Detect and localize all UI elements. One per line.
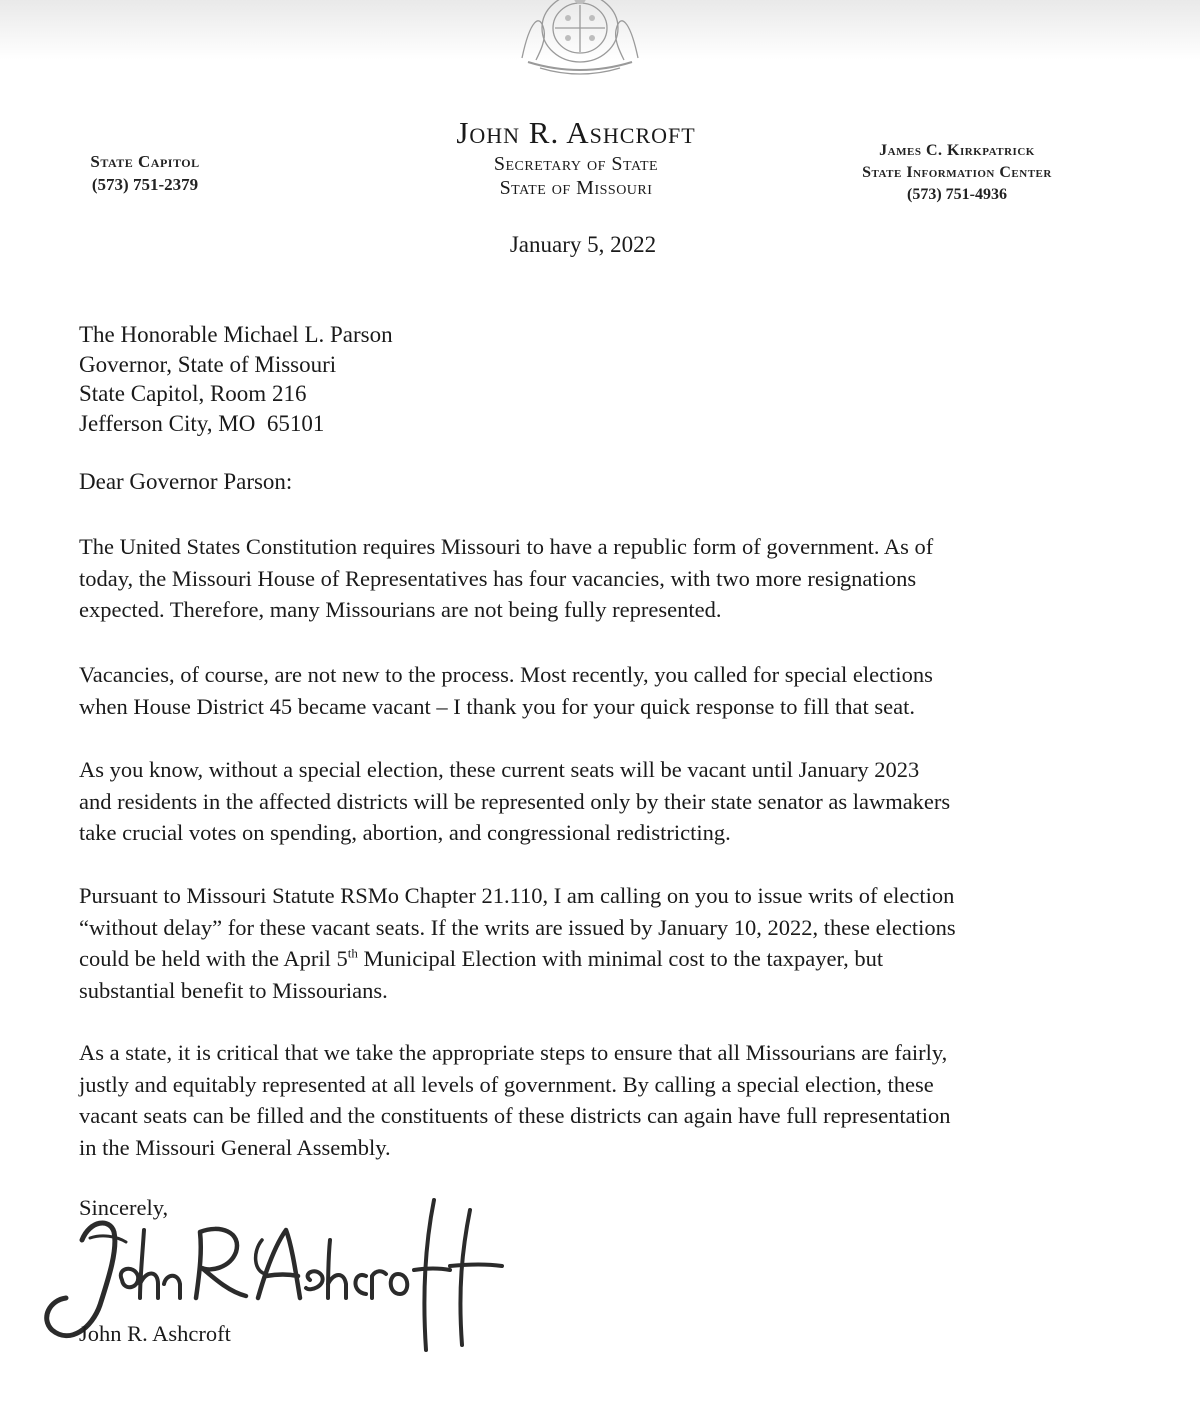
body-paragraph: Vacancies, of course, are not new to the process. Most recently, you called for special elections when House District 45 became vacant – I thank you for your quick response to fill that seat. (79, 662, 933, 719)
letterhead-name: John R. Ashcroft (456, 115, 696, 150)
letterhead-right-line2: State Information Center (862, 164, 1052, 181)
body-paragraph-text: Municipal Election with minimal cost to the taxpayer, but substantial benefit to Missourians. (79, 946, 884, 1003)
letterhead-center-block (376, 114, 776, 200)
body-paragraph-text: Pursuant to Missouri Statute RSMo Chapter 21.110, I am calling on you to issue writs of election “without delay” for these vacant seats. If the writs are issued by January 10, 2022, these elections could be held with the April 5 (79, 883, 956, 971)
letterhead-left-line1: State Capitol (90, 152, 200, 171)
letterhead-right-line1: James C. Kirkpatrick (879, 142, 1035, 159)
recipient-line: The Honorable Michael L. Parson (79, 322, 393, 347)
letterhead-right-block (826, 140, 1088, 206)
recipient-line: Governor, State of Missouri (79, 351, 337, 377)
letterhead-title: Secretary of State (493, 153, 659, 175)
body-paragraph: As you know, without a special election, these current seats will be vacant until January 2023 and residents in the affected districts will be represented only by their state senator as lawmakers take crucial votes on spending, abortion, and congressional redistricting. (79, 757, 951, 845)
salutation: Dear Governor Parson: (79, 469, 293, 494)
letterhead-state: State of Missouri (499, 177, 653, 199)
recipient-line: State Capitol, Room 216 (79, 381, 307, 406)
body-paragraph (79, 880, 1099, 1006)
ordinal-suffix: th (347, 945, 358, 961)
recipient-line: Jefferson City, MO 65101 (79, 410, 325, 436)
signer-name: John R. Ashcroft (79, 1321, 231, 1346)
body-paragraph: The United States Constitution requires Missouri to have a republic form of government. As of today, the Missouri House of Representatives has four vacancies, with two more resignations expected. Therefore, many Missourians are not being fully represented. (79, 534, 934, 622)
recipient-address (79, 320, 393, 438)
body-paragraph: As a state, it is critical that we take the appropriate steps to ensure that all Missourians are fairly, justly and equitably represented at all levels of government. By calling a special election, these vacant seats can be filled and the constituents of these districts can again have full representation in the Missouri General Assembly. (79, 1040, 951, 1160)
letter-date: January 5, 2022 (509, 232, 657, 257)
letterhead-right-phone: (573) 751-4936 (907, 186, 1007, 203)
letterhead-left-phone: (573) 751-2379 (91, 175, 199, 194)
closing: Sincerely, (79, 1195, 169, 1220)
missouri-state-seal-icon (500, 0, 660, 80)
letterhead-left-block (60, 150, 230, 196)
